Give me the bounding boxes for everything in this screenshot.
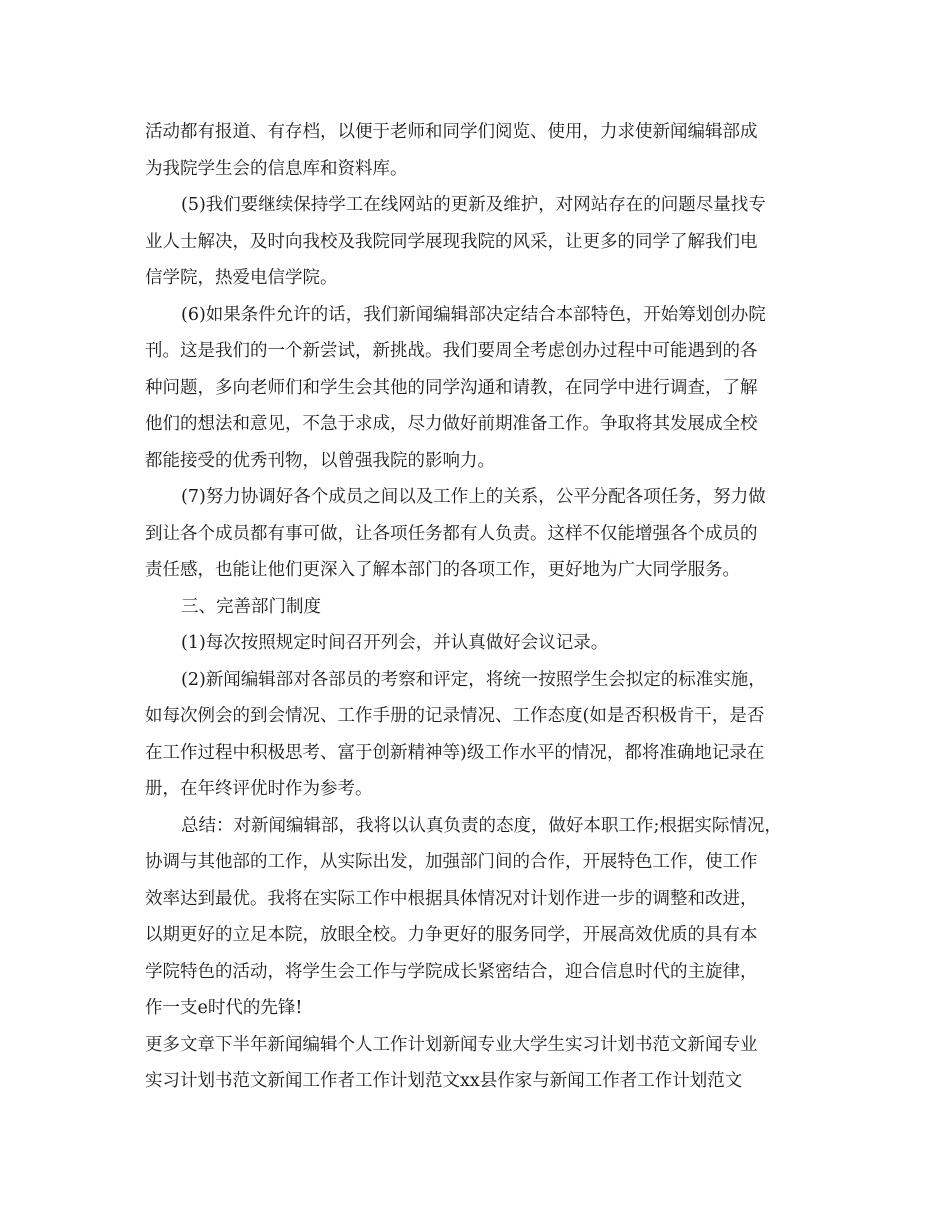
text-line: 效率达到最优。我将在实际工作中根据具体情况对计划作进一步的调整和改进，	[145, 888, 758, 909]
section-heading: 三、完善部门制度	[181, 596, 321, 617]
more-articles-line: 实习计划书范文新闻工作者工作计划范文xx县作家与新闻工作者工作计划范文	[145, 1071, 743, 1091]
text-line: 活动都有报道、有存档，以便于老师和同学们阅览、使用，力求使新闻编辑部成	[145, 122, 758, 142]
text-line: 刊。这是我们的一个新尝试，新挑战。我们要周全考虑创办过程中可能遇到的各	[145, 341, 758, 361]
text-line: 在工作过程中积极思考、富于创新精神等)级工作水平的情况，都将准确地记录在	[145, 742, 765, 763]
text-line: 为我院学生会的信息库和资料库。	[145, 158, 408, 179]
more-articles-line: 更多文章下半年新闻编辑个人工作计划新闻专业大学生实习计划书范文新闻专业	[145, 1034, 758, 1055]
text-line: (7)努力协调好各个成员之间以及工作上的关系，公平分配各项任务，努力做	[181, 487, 766, 507]
document-page	[145, 114, 835, 1100]
text-line: 信学院，热爱电信学院。	[145, 268, 338, 288]
text-line: (1)每次按照规定时间召开列会，并认真做好会议记录。	[181, 633, 609, 653]
text-line: 种问题，多向老师们和学生会其他的同学沟通和请教，在同学中进行调查，了解	[145, 377, 758, 398]
text-line: 以期更好的立足本院，放眼全校。力争更好的服务同学，开展高效优质的具有本	[145, 925, 758, 945]
text-line: 总结：对新闻编辑部，我将以认真负责的态度，做好本职工作;根据实际情况，	[181, 815, 782, 836]
text-line: (5)我们要继续保持学工在线网站的更新及维护，对网站存在的问题尽量找专	[181, 195, 766, 215]
text-line: 如每次例会的到会情况、工作手册的记录情况、工作态度(如是否积极肯干，是否	[145, 706, 765, 726]
text-line: 责任感，也能让他们更深入了解本部门的各项工作，更好地为广大同学服务。	[145, 560, 740, 580]
text-line: 协调与其他部的工作，从实际出发，加强部门间的合作，开展特色工作，使工作	[145, 852, 758, 872]
text-line: 业人士解决，及时向我校及我院同学展现我院的风采，让更多的同学了解我们电	[145, 231, 758, 252]
text-line: 学院特色的活动，将学生会工作与学院成长紧密结合，迎合信息时代的主旋律，	[145, 961, 758, 982]
text-line: 作一支e时代的先锋!	[145, 998, 303, 1018]
text-line: (6)如果条件允许的话，我们新闻编辑部决定结合本部特色，开始筹划创办院	[181, 304, 766, 325]
text-line: 他们的想法和意见，不急于求成，尽力做好前期准备工作。争取将其发展成全校	[145, 414, 758, 434]
text-line: 册，在年终评优时作为参考。	[145, 779, 373, 799]
text-line: (2)新闻编辑部对各部员的考察和评定，将统一按照学生会拟定的标准实施，	[181, 669, 766, 690]
text-line: 到让各个成员都有事可做，让各项任务都有人负责。这样不仅能增强各个成员的	[145, 523, 758, 544]
text-line: 都能接受的优秀刊物，以曾强我院的影响力。	[145, 450, 495, 471]
